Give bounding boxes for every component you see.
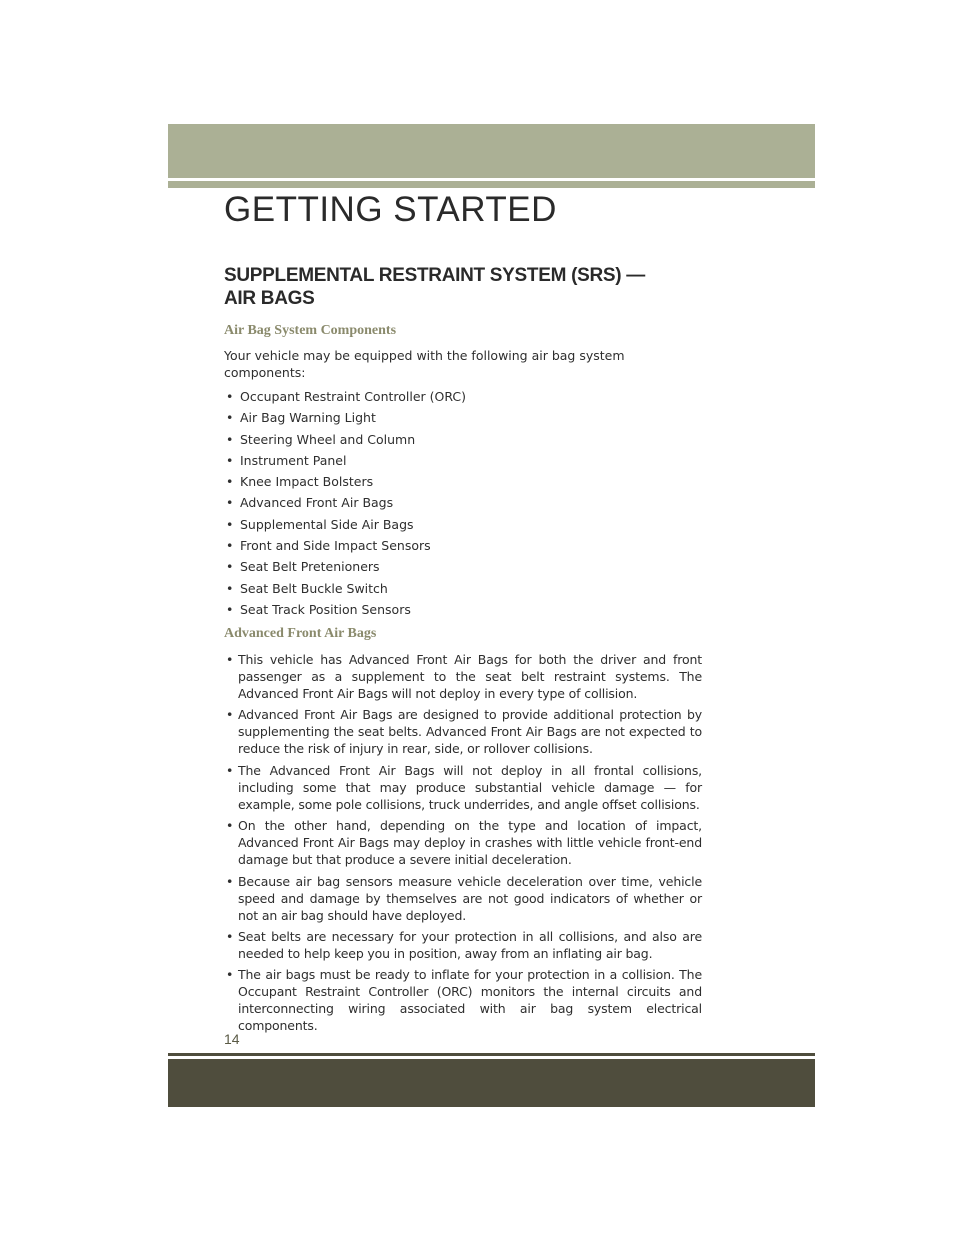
list-item: • Occupant Restraint Controller (ORC): [224, 388, 702, 405]
note-item: • On the other hand, depending on the type and location of impact, Advanced Front Air Bags may deploy in crashes with little vehicle front-end damage but that produce a severe initial deceleration.: [224, 817, 702, 868]
note-item: • Seat belts are necessary for your protection in all collisions, and also are needed to help keep you in position, away from an inflating air bag.: [224, 928, 702, 962]
note-item: • This vehicle has Advanced Front Air Bags for both the driver and front passenger as a supplement to the seat belt restraint systems. The Advanced Front Air Bags will not deploy in every type of collision.: [224, 651, 702, 702]
list-item: • Front and Side Impact Sensors: [224, 537, 702, 554]
list-item: • Instrument Panel: [224, 452, 702, 469]
footer-band: [168, 1059, 815, 1107]
note-item: • The air bags must be ready to inflate for your protection in a collision. The Occupant Restraint Controller (ORC) monitors the internal circuits and interconnecting wiring associated with air bag system electrical components.: [224, 966, 702, 1034]
page-number: 14: [224, 1031, 240, 1047]
list-item: • Advanced Front Air Bags: [224, 494, 702, 511]
note-item: • The Advanced Front Air Bags will not deploy in all frontal collisions, including some that may produce substantial vehicle damage — for example, some pole collisions, truck underrides, and angle offset collisions.: [224, 762, 702, 813]
srs-heading-line2: AIR BAGS: [224, 288, 315, 309]
footer-band-rule: [168, 1053, 815, 1056]
header-band-rule: [168, 181, 815, 188]
page-content: [224, 264, 702, 1039]
advanced-front-air-bags-subheading: Advanced Front Air Bags: [224, 625, 377, 641]
srs-heading-line1: SUPPLEMENTAL RESTRAINT SYSTEM (SRS) —: [224, 265, 646, 286]
list-item: • Supplemental Side Air Bags: [224, 516, 702, 533]
list-item: • Seat Belt Pretenioners: [224, 558, 702, 575]
header-band: [168, 124, 815, 178]
list-item: • Seat Track Position Sensors: [224, 601, 702, 618]
section-title: GETTING STARTED: [224, 190, 557, 229]
list-item: • Air Bag Warning Light: [224, 409, 702, 426]
list-item: • Steering Wheel and Column: [224, 431, 702, 448]
note-item: • Because air bag sensors measure vehicle deceleration over time, vehicle speed and damage by themselves are not good indicators of whether or not an air bag should have deployed.: [224, 873, 702, 924]
note-item: • Advanced Front Air Bags are designed to provide additional protection by supplementing the seat belts. Advanced Front Air Bags are not expected to reduce the risk of injury in rear, side, or rollover collisions.: [224, 706, 702, 757]
components-subheading: Air Bag System Components: [224, 323, 397, 338]
components-intro: Your vehicle may be equipped with the following air bag system components:: [224, 348, 625, 380]
list-item: • Seat Belt Buckle Switch: [224, 580, 702, 597]
advanced-notes-list: [224, 651, 702, 1034]
components-list: [224, 388, 702, 618]
list-item: • Knee Impact Bolsters: [224, 473, 702, 490]
srs-heading: [224, 264, 702, 310]
